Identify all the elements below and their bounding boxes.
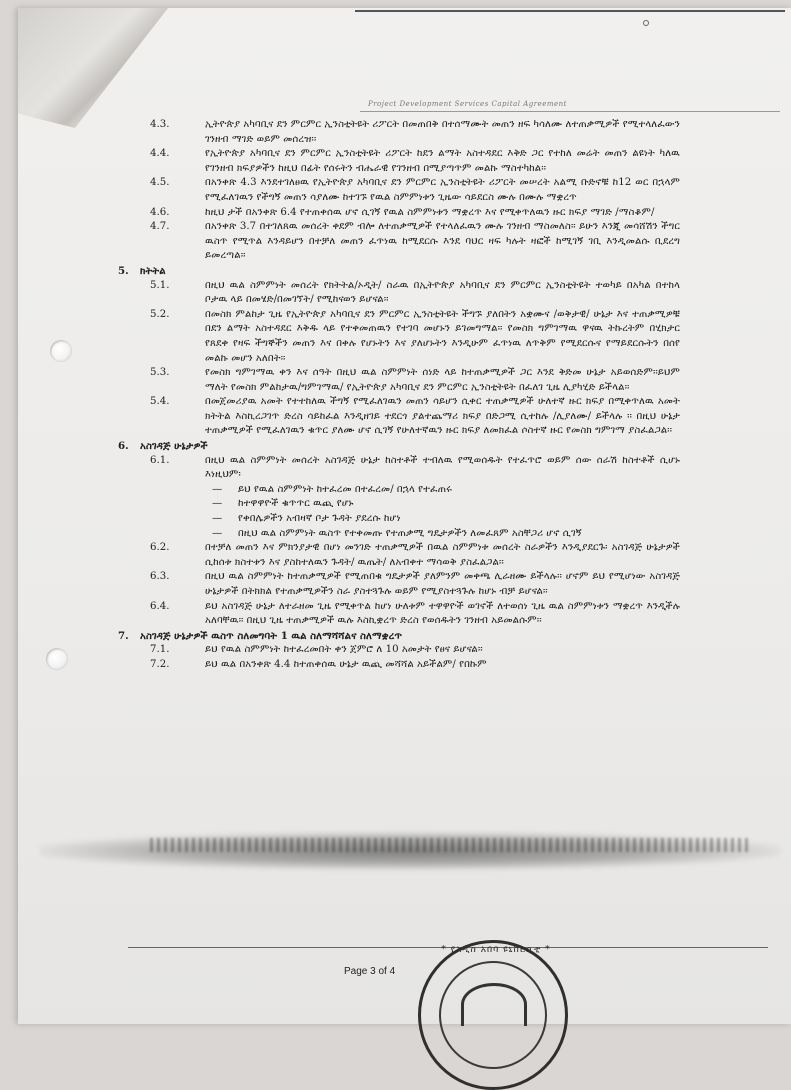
bullet-item xyxy=(110,527,680,542)
clause-number: 5. xyxy=(118,264,129,277)
clause xyxy=(110,366,680,395)
clause xyxy=(110,570,680,599)
bullet-item xyxy=(110,512,680,527)
clause-number: 4.7. xyxy=(150,221,170,233)
document-body xyxy=(110,118,680,673)
clause xyxy=(110,658,680,673)
clause-number: 4.5. xyxy=(150,177,170,189)
clause-number: 6.1. xyxy=(150,454,170,466)
clause-number: 6.2. xyxy=(150,542,170,554)
bullet-item xyxy=(110,483,680,498)
clause-text: በመስክ ምልከታ ጊዜ የኢትዮጵያ አካባቢና ደን ምርምር ኢንስቲትዩት ችግኙ ያለበትን አቋሙና /ወቅታዊ/ ሁኔታ እና ተጠቃሚዎቹ በደን ልማት አስተዳደር እቅዱ ላይ የተቀመጠዉን የተገባ መሆኑን ይገመግማል፡፡ የመስክ ግምገማዉ ዋናዉ ትኩረትም በሂክታር የጸደቀ የዛፍ ችግኞችን መጠን እና በቀሉ የሆኑትን እና ያለሆኑትን እንዲሁም ፈጥነዉ ለጥቅም የሚደርሱና የማይደርሱትን በሰየ መልኩ መሆን አለበት፡፡ xyxy=(205,308,680,364)
clause-text: ክትትል xyxy=(140,264,166,277)
clause-text: አስገዳጅ ሁኔታዎች ዉስጥ ስለመግባት 1 ዉል ስለማሻሻልና ስለማቋረጥ xyxy=(140,629,403,642)
clause-number: 7. xyxy=(118,629,129,642)
clause xyxy=(110,643,680,658)
seal-emblem-icon xyxy=(461,983,527,1026)
clause-text: በዚህ ዉል ስምምነት መሰረት አስገዳጅ ሁኔታ ከስተቶች ተብለዉ የሚወሰዱት የተፈጥሮ ወይም ሰው ሰራሽ ከስተቶች ሲሆኑ እነዚህም፡ xyxy=(205,454,680,481)
clause xyxy=(110,118,680,147)
clause-number: — xyxy=(212,527,223,539)
clause-number: 4.6. xyxy=(150,206,170,218)
bullet-item xyxy=(110,497,680,512)
clause-number: 6.3. xyxy=(150,571,170,583)
clause-number: 6.4. xyxy=(150,600,170,612)
clause xyxy=(110,600,680,629)
page-number: Page 3 of 4 xyxy=(344,966,396,977)
clause-number: 4.3. xyxy=(150,119,170,130)
clause-text: በዚህ ዉል ስምምነት ዉስጥ የተቀመጡ የተጠቃሚ ግዴታዎችን ለመፈጸም አስቸጋሪ ሆኖ ሲገኝ xyxy=(238,527,582,539)
clause-text: ይህ አስገዳጅ ሁኔታ ለተራዘመ ጊዜ የሚቀጥል ከሆነ ሁለቱም ተዋዋዮች ወገኖች ለተወሰነ ጊዜ ዉል ስምምነቱን ማቋረጥ እንዲችሉ አለባቸዉ፡፡ በዚህ ጊዜ ተጠቃሚዎች ዉሉ እስኪቋረጥ ድረስ የወሰዱትን ገንዘብ አይመልሱም፡፡ xyxy=(205,600,680,627)
clause-number: 6. xyxy=(118,440,129,453)
clause-text: በዚህ ዉል ስምምነት ከተጠቃሚዎች የሚጠበቁ ግዴታዎች ያለምንም መቀጫ ሊራዘሙ ይችላሉ፡፡ ሆኖም ይህ የሚሆነው አስገዳጅ ሁኔታዎች በትክክል የተጠቃሚዎችን ስራ ያስተጓጉሉ ወይም የሚያስተጓጉሉ ከሆኑ ብቻ ይሆናል፡፡ xyxy=(205,571,680,597)
clause-text: ይህ ዉል በአንቀጽ 4.4 ከተጠቀሰዉ ሁኔታ ዉጪ መሻሻል አይችልም/ የበኩም xyxy=(205,658,487,670)
clause-number: 7.1. xyxy=(150,644,170,656)
clause-text: የኢትዮጵያ አካባቢና ደን ምርምር ኢንስቲትዩት ሪፖርት ከደን ልማት አስተዳደር እቅድ ጋር የተከለ መሬት መጠን ልዩነት ካለዉ የገንዘብ ክፍያዎችን ከዚህ በፊት የሰሩትን ብሔራዊ የገንዘብ በሚያጣጥም መልኩ ማስተካከል፡፡ xyxy=(205,148,680,174)
clause-text: በአንቀጽ 3.7 በተገለጸዉ መሰረት ቀደም ብሎ ለተጠቃሚዎች የተላለፈዉን ሙሉ ገንዘብ ማስመለስ፡፡ ይሁን እንጂ መሳሸሽን ችግር ዉስጥ የሚጥል እንዳይሆን በተቻለ መጠን ፈጥነዉ ከሚደርሱ እንደ ባህር ዛፍ ካሉት ዛፎች ከሚገኝ ገቢ እንዲመልሱ ቢደረግ ይመረጣል፡፡ xyxy=(205,221,680,262)
clause-number: 5.2. xyxy=(150,308,170,320)
page-corner-curl xyxy=(18,8,168,128)
clause-number: 7.2. xyxy=(150,658,170,670)
clause-number: — xyxy=(212,483,223,495)
clause xyxy=(110,541,680,570)
photocopy-streak xyxy=(150,838,750,852)
clause-number: 5.3. xyxy=(150,367,170,379)
clause-text: ከተዋዋዮች ቁጥጥር ዉጪ የሆኑ xyxy=(238,498,354,510)
clause-text: በመጀመሪያዉ አመት የተተከለዉ ችግኝ የሚፈለገዉን መጠን ሳይሆን ሲቀር ተጠቃሚዎች ሁለተኛ ዙር ክፍያ በሚቀጥለዉ አመት ክትትል እስኪረጋገጥ ድረስ ሳይከፈል እንዲዘገይ ተደርጎ ያልተጨማሪ ክፍያ በድጋሚ ሲተከሉ /ሊያለሙ/ ይችላሉ ፡፡ በዚህ ሁኔታ ተጠቃሚዎች የሚፈለገዉን ቁጥር ያለሙ ሆኖ ሲገኝ የሁለተኛዉን ዙር ክፍያ ለመክፈል ሶስተኛ ዙር የመስክ ግምገማ ያስፈልጋል፡፡ xyxy=(205,396,680,437)
clause xyxy=(110,220,680,264)
section-heading xyxy=(110,264,680,279)
clause-text: አስገዳጅ ሁኔታዎች xyxy=(140,440,208,453)
clause-text: ኢትዮጵያ አካባቢና ደን ምርምር ኢንስቲትዩት ሪፖርት በመጠበቅ በተሰማሙት መጠን ዘፍ ካሳለሙ ለተጠቃሚዎች የሚተላለፈውን ገንዘብ ማገድ ወይም መሰረዝ፡፡ xyxy=(205,119,680,145)
clause-text: ከዚህ ታች በአንቀጽ 6.4 የተጠቀሰዉ ሆኖ ሲገኝ የዉል ስምምነቱን ማቋረጥ እና የሚቀጥለዉን ዙር ክፍያ ማገድ /ማስቆም/ xyxy=(205,206,655,218)
clause xyxy=(110,206,680,221)
clause-text: የቀበሌዎችን አብዛኛ ቦታ ጉዳት ያደረሱ ከሆነ xyxy=(238,513,401,525)
clause-text: በተቻለ መጠን እና ምክንያታዊ በሆነ መንገድ ተጠቃሚዎች በዉል ስምምነቱ መሰረት ስራዎችን እንዲያደርጉ፡ አስገዳጅ ሁኔታዎች ሲከሰቱ ክስተቱን እና ያስከተለዉን ጉዳት/ ዉጤት/ ለአብቀተ ማሳወቅ ያስፈልጋል፡፡ xyxy=(205,542,680,568)
running-header: Project Development Services Capital Agreement xyxy=(368,100,567,108)
clause xyxy=(110,176,680,205)
clause xyxy=(110,454,680,483)
top-edge-line xyxy=(355,10,785,12)
clause xyxy=(110,147,680,176)
section-heading xyxy=(110,629,680,644)
clause-number: 5.4. xyxy=(150,396,170,408)
clause xyxy=(110,279,680,308)
section-heading xyxy=(110,439,680,454)
header-rule xyxy=(360,111,780,112)
seal-text: * የአዲስ አበባ ዩኒቨርሲቲ * xyxy=(441,945,551,955)
clause-text: የመስክ ግምገማዉ ቀን እና ሰዓት በዚህ ዉል ስምምነት ሰነድ ላይ ከተጠቃሚዎች ጋር እንደ ቅድመ ሁኔታ አይወሰድም፡፡ይህም ማለት የመስክ ምልከታዉ/ግምገማዉ/ የኢትዮጵያ አካባቢና ደን ምርምር ኢንስቲትዩት በፈለገ ጊዜ ሊያካሂድ ይችላል፡፡ xyxy=(205,367,680,393)
clause-number: 5.1. xyxy=(150,279,170,291)
punch-hole-top xyxy=(50,340,72,362)
clause-number: — xyxy=(212,513,223,525)
clause-number: 4.4. xyxy=(150,148,170,160)
clause-number: — xyxy=(212,498,223,510)
clause-text: ይህ የዉል ስምምነት ከተፈረመ በተፈረመ/ በኋላ የተፈጠሩ xyxy=(238,483,452,495)
official-seal xyxy=(418,940,568,1090)
page-mark xyxy=(643,20,649,26)
clause xyxy=(110,395,680,439)
punch-hole-bottom xyxy=(46,648,68,670)
clause-text: ይህ የዉል ስምምነት ከተፈረመበት ቀን ጀምሮ ለ 10 አመታት የፀና ይሆናል፡፡ xyxy=(205,644,483,656)
clause-text: በአንቀጽ 4.3 እንደተገለፀዉ የኢትዮጵያ አካባቢና ደን ምርምር ኢንስቲትዩት ሪፖርት መሠረት አልሚ ቡድኖቹ ከ12 ወር በኋላም የሚፈለገዉን የችግኝ መጠን ሳያለሙ ከተገኙ የዉል ስምምነቱን ጊዜው ሳይደርስ ሙሉ በሙሉ ማቋረጥ xyxy=(205,177,680,203)
clause-text: በዚህ ዉል ስምምነት መሰረት የክትትል/ኦዲት/ ስራዉ በኢትዮጵያ አካባቢና ደን ምርምር ኢንስቲትዩት ተወካይ በአካል በተከላ ቦታዉ ላይ በመሄድ/በመገኘት/ የሚከናወን ይሆናል፡፡ xyxy=(205,279,680,306)
clause xyxy=(110,308,680,366)
